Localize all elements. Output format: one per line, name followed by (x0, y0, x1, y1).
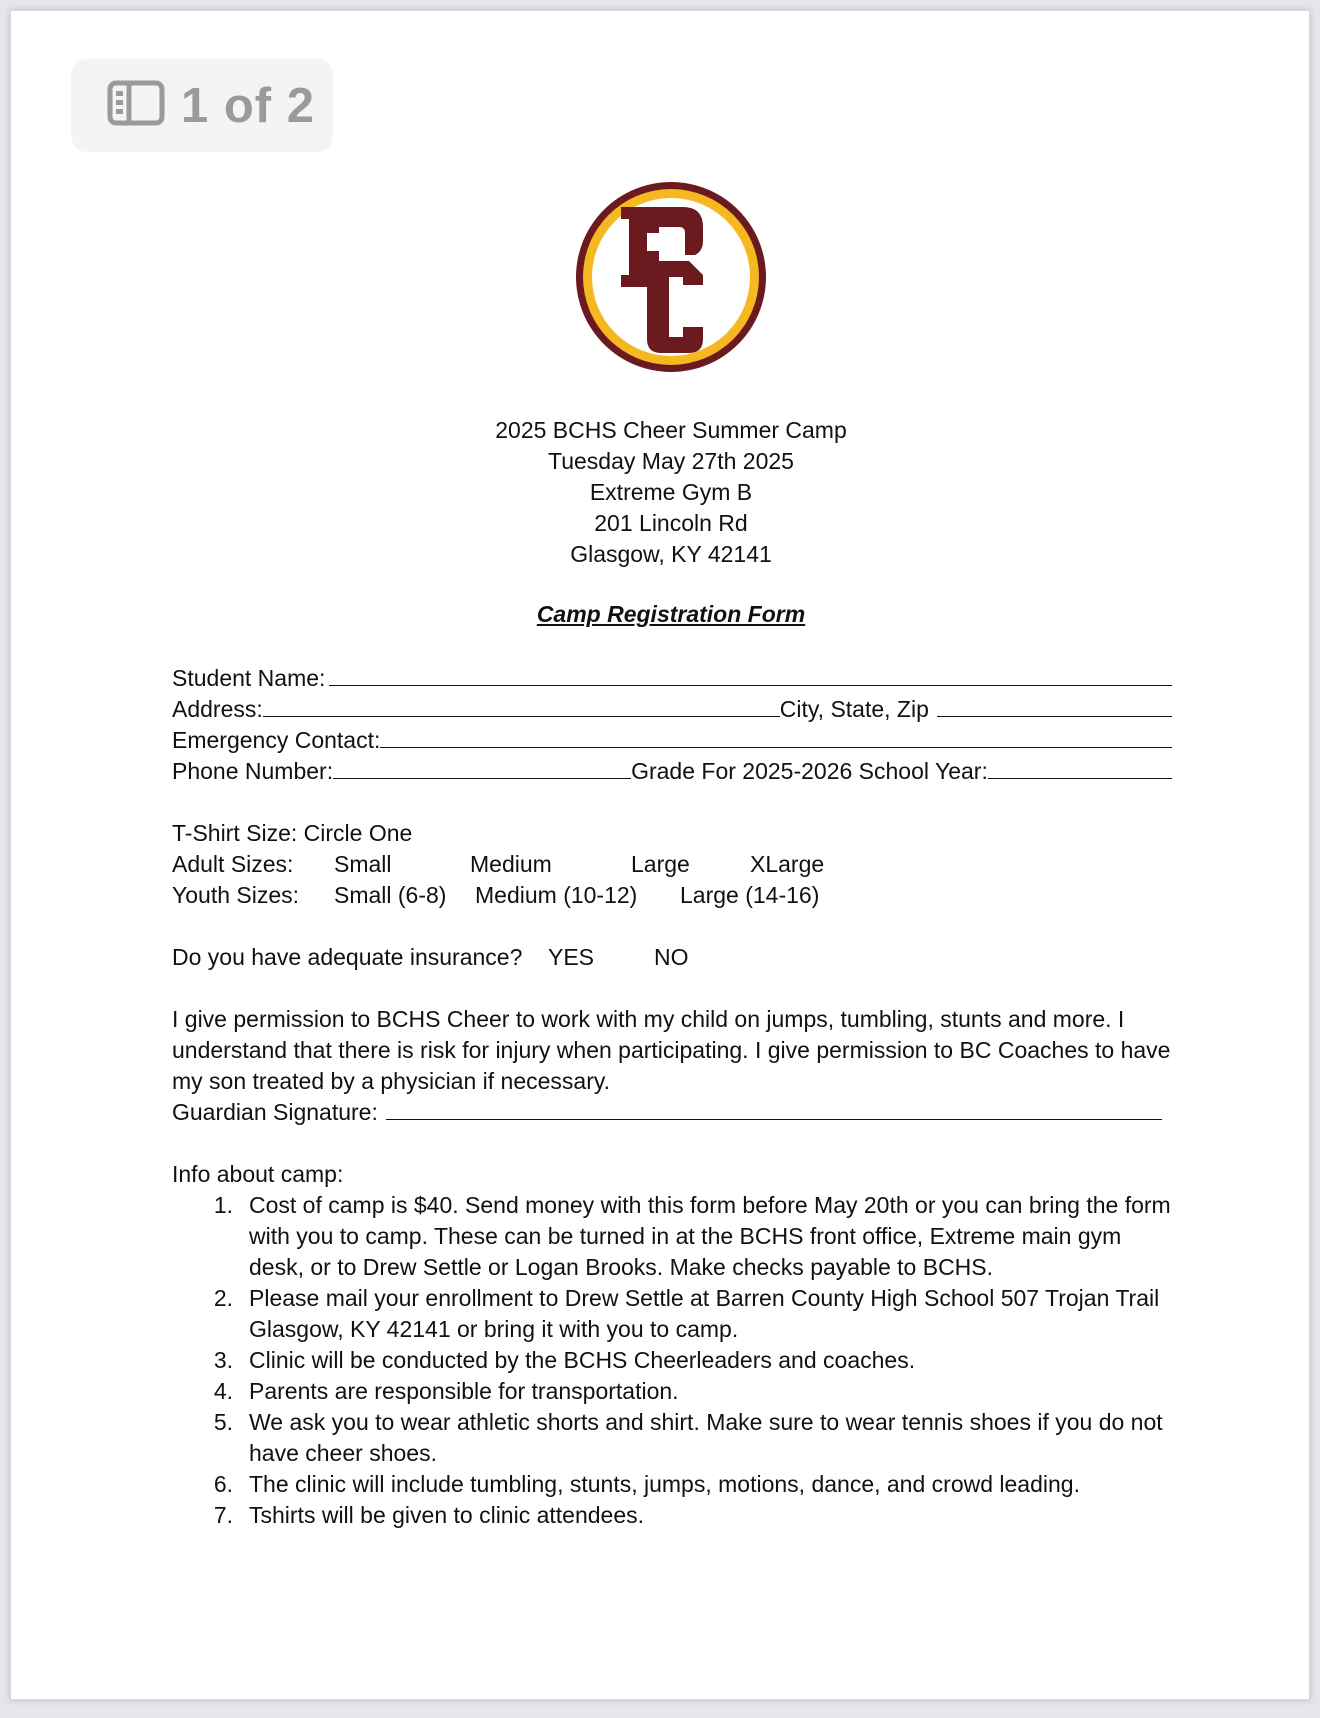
phone-number-label: Phone Number: (172, 758, 334, 784)
bc-logo (574, 180, 768, 374)
youth-sizes-label: Youth Sizes: (172, 882, 300, 908)
camp-date: Tuesday May 27th 2025 (548, 448, 794, 474)
grade-field[interactable] (988, 757, 1172, 779)
permission-statement: I give permission to BCHS Cheer to work with my child on jumps, tumbling, stunts and more. I understand that there is risk for injury when participating. I give permission to BC Coaches to have my son treated by a physician if necessary. (172, 1006, 1171, 1094)
city-state-zip-label: City, State, Zip (779, 696, 929, 722)
student-name-field[interactable] (329, 664, 1172, 686)
emergency-contact-label: Emergency Contact: (172, 727, 381, 753)
adult-sizes-row (172, 849, 1172, 880)
emergency-contact-field[interactable] (380, 726, 1172, 748)
form-title: Camp Registration Form (536, 601, 806, 627)
sidebar-panel-icon (107, 80, 165, 131)
student-name-label: Student Name: (172, 665, 326, 691)
phone-number-field[interactable] (333, 757, 631, 779)
page-indicator-button[interactable] (71, 59, 333, 152)
camp-venue: Extreme Gym B (589, 479, 753, 505)
adult-sizes-label: Adult Sizes: (172, 851, 294, 877)
emergency-contact-row (172, 725, 1172, 756)
grade-label: Grade For 2025-2026 School Year: (631, 758, 988, 784)
phone-grade-row (172, 756, 1172, 787)
address-label: Address: (172, 696, 263, 722)
adult-size-large[interactable]: Large (631, 851, 690, 877)
guardian-signature-row (172, 1097, 1172, 1128)
youth-size-small[interactable]: Small (6-8) (334, 882, 447, 908)
list-item: 6. The clinic will include tumbling, stunts, jumps, motions, dance, and crowd leading. (213, 1471, 1080, 1497)
camp-street: 201 Lincoln Rd (594, 510, 748, 536)
info-heading: Info about camp: (172, 1161, 344, 1187)
camp-city: Glasgow, KY 42141 (570, 541, 772, 567)
youth-size-large[interactable]: Large (14-16) (680, 882, 820, 908)
adult-size-medium[interactable]: Medium (470, 851, 552, 877)
form-body (172, 663, 1172, 1531)
guardian-signature-label: Guardian Signature: (172, 1099, 378, 1125)
camp-header (11, 415, 1320, 570)
list-item: 1. Cost of camp is $40. Send money with this form before May 20th or you can bring the form with you to camp. These can be turned in at the BCHS front office, Extreme main gym desk, or to Drew Settle or Logan Brooks. Make checks payable to BCHS. (213, 1192, 1171, 1280)
tshirt-heading: T-Shirt Size: Circle One (172, 820, 413, 846)
guardian-signature-field[interactable] (386, 1098, 1162, 1120)
page-count-label: 1 of 2 (181, 78, 315, 133)
youth-sizes-row (172, 880, 1172, 911)
document-page (10, 10, 1310, 1700)
student-name-row (172, 663, 1172, 694)
list-item: 4. Parents are responsible for transportation. (213, 1378, 679, 1404)
list-item: 3. Clinic will be conducted by the BCHS Cheerleaders and coaches. (213, 1347, 916, 1373)
camp-title: 2025 BCHS Cheer Summer Camp (495, 417, 847, 443)
insurance-no[interactable]: NO (654, 944, 689, 970)
city-state-zip-field[interactable] (937, 695, 1172, 717)
list-item: 7. Tshirts will be given to clinic attendees. (213, 1502, 645, 1528)
list-item: 5. We ask you to wear athletic shorts and shirt. Make sure to wear tennis shoes if you do not have cheer shoes. (213, 1409, 1163, 1466)
insurance-yes[interactable]: YES (548, 944, 595, 970)
insurance-question: Do you have adequate insurance? (172, 944, 523, 970)
insurance-row (172, 942, 1172, 973)
list-item: 2. Please mail your enrollment to Drew Settle at Barren County High School 507 Trojan Trail Glasgow, KY 42141 or bring it with you to camp. (213, 1285, 1160, 1342)
adult-size-xlarge[interactable]: XLarge (750, 851, 825, 877)
info-list (172, 1190, 1172, 1531)
address-row (172, 694, 1172, 725)
adult-size-small[interactable]: Small (334, 851, 392, 877)
youth-size-medium[interactable]: Medium (10-12) (475, 882, 638, 908)
address-field[interactable] (263, 695, 780, 717)
